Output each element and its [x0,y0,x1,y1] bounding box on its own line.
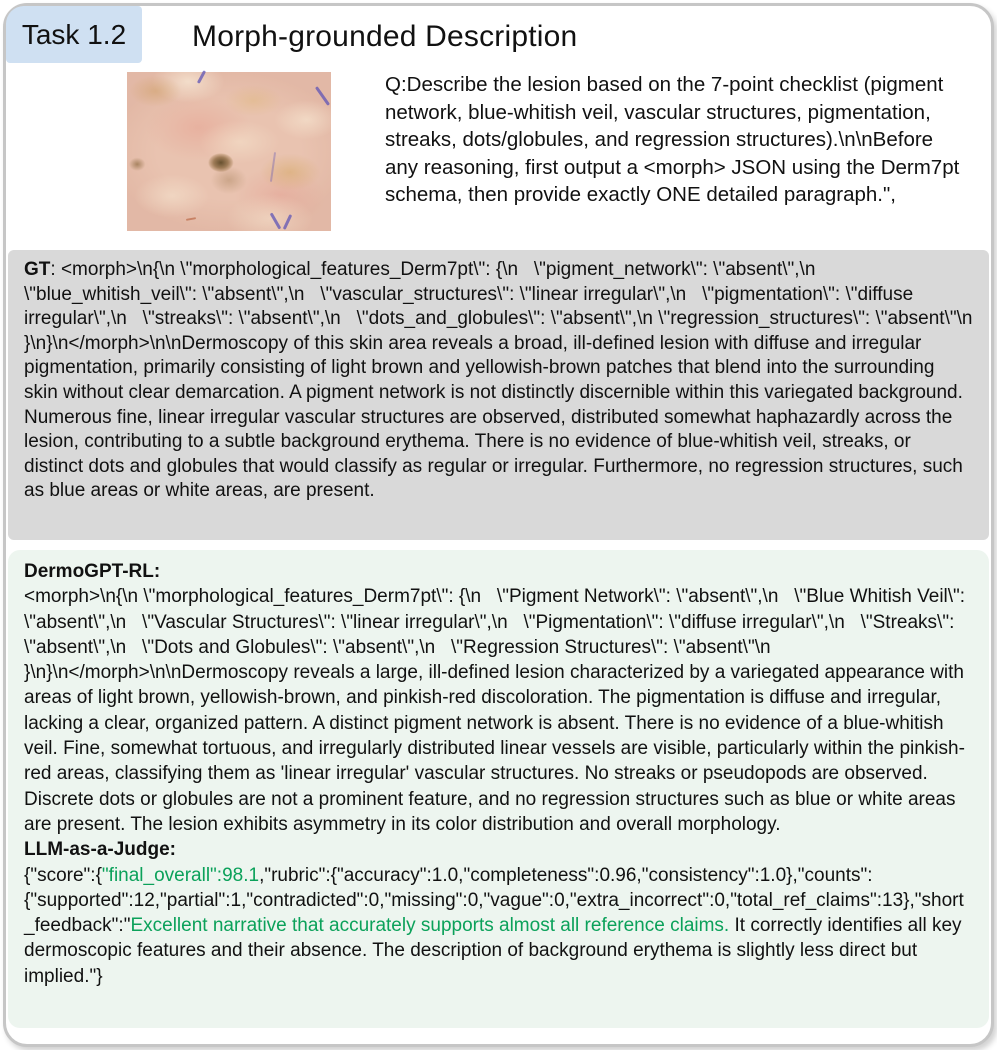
gt-body [24,258,983,504]
judge-label: LLM-as-a-Judge: [24,839,176,861]
gt-text: : <morph>\n{\n \"morphological_features_Derm7pt\": {\n \"pigment_network\": \"absent\",\n \"blue_whitish_veil\": \"absent\",\n \"vascular_structures\": \"linear irregular\",\n \"pigmentation\": \"diffuse irregular\",\n \"streaks\": \"absent\",\n \"dots_and_globules\": \"absent\",\n \"regression_structures\": \"absent\"\n }\n}\n</morph>\n\nDermoscopy of this skin area reveals a broad, ill-defined lesion with diffuse and irregular pigmentation, primarily consisting of light brown and yellowish-brown patches that blend into the surrounding skin without clear demarcation. A pigment network is not distinctly discernible within this variegated background. Numerous fine, linear irregular vascular structures are observed, distributed somewhat haphazardly across the lesion, contributing to a subtle background erythema. There is no evidence of blue-whitish veil, streaks, or distinct dots and globules that would classify as regular or irregular. Furthermore, no regression structures, such as blue areas or white areas, are present. [24,259,983,502]
model-text: <morph>\n{\n \"morphological_features_Derm7pt\": {\n \"Pigment Network\": \"absent\",\n \"Blue Whitish Veil\": \"absent\",\n \"Vascular Structures\": \"linear irregular\",\n \"Pigmentation\": \"diffuse irregular\",\n \"Streaks\": \"absent\",\n \"Dots and Globules\": \"absent\",\n \"Regression Structures\": \"absent\"\n }\n}\n</morph>\n\nDermoscopy reveals a large, ill-defined lesion characterized by a variegated appearance with areas of light brown, yellowish-brown, and pinkish-red discoloration. The pigmentation is diffuse and irregular, lacking a clear, organized pattern. A distinct pigment network is absent. There is no evidence of a blue-whitish veil. Fine, somewhat tortuous, and irregularly distributed linear vessels are visible, particularly within the pinkish-red areas, classifying them as 'linear irregular' vascular structures. No streaks or pseudopods are observed. Discrete dots or globules are not a prominent feature, and no regression structures such as blue or white areas are present. The lesion exhibits asymmetry in its color distribution and overall morphology. [24,586,971,835]
judge-json [24,863,973,989]
model-label: DermoGPT-RL: [24,561,161,582]
judge-highlight-score: "final_overall":98.1 [101,864,260,886]
judge-text-segment: {"score":{ [24,864,102,886]
judge-text-segment: It correctly identifies all key dermoscopic features and their absence. The description of background erythema is slightly less direct but implied."} [24,915,967,987]
dermoscopy-image [127,72,331,231]
model-and-judge-panel [8,550,989,1028]
page-title [192,13,577,61]
ink-mark [186,217,196,221]
ink-mark [315,86,330,106]
task-badge-label: Task 1.2 [21,18,127,50]
task-badge [6,6,142,63]
judge-text-segment: ,"rubric":{"accuracy":1.0,"completeness":0.96,"consistency":1.0},"counts":{"supported":12,"partial":1,"contradicted":0,"missing":0,"vague":0,"extra_incorrect":0,"total_ref_claims":13},"short_feedback":" [24,864,964,937]
ink-mark [270,152,276,182]
ink-mark [283,214,292,230]
question-text: Q:Describe the lesion based on the 7-point checklist (pigment network, blue-whitish veil, vascular structures, pigmentation, streaks, dots/globules, and regression structures).\n\nBefore any reasoning, first output a <morph> JSON using the Derm7pt schema, then provide exactly ONE detailed paragraph.", [385,73,966,207]
page-title-text: Morph-grounded Description [192,20,578,53]
gt-panel [8,250,989,540]
ink-mark [197,71,206,85]
judge-highlight-feedback: Excellent narrative that accurately supports almost all reference claims. [130,915,730,937]
gt-label: GT [24,259,51,280]
ink-mark [270,212,282,229]
